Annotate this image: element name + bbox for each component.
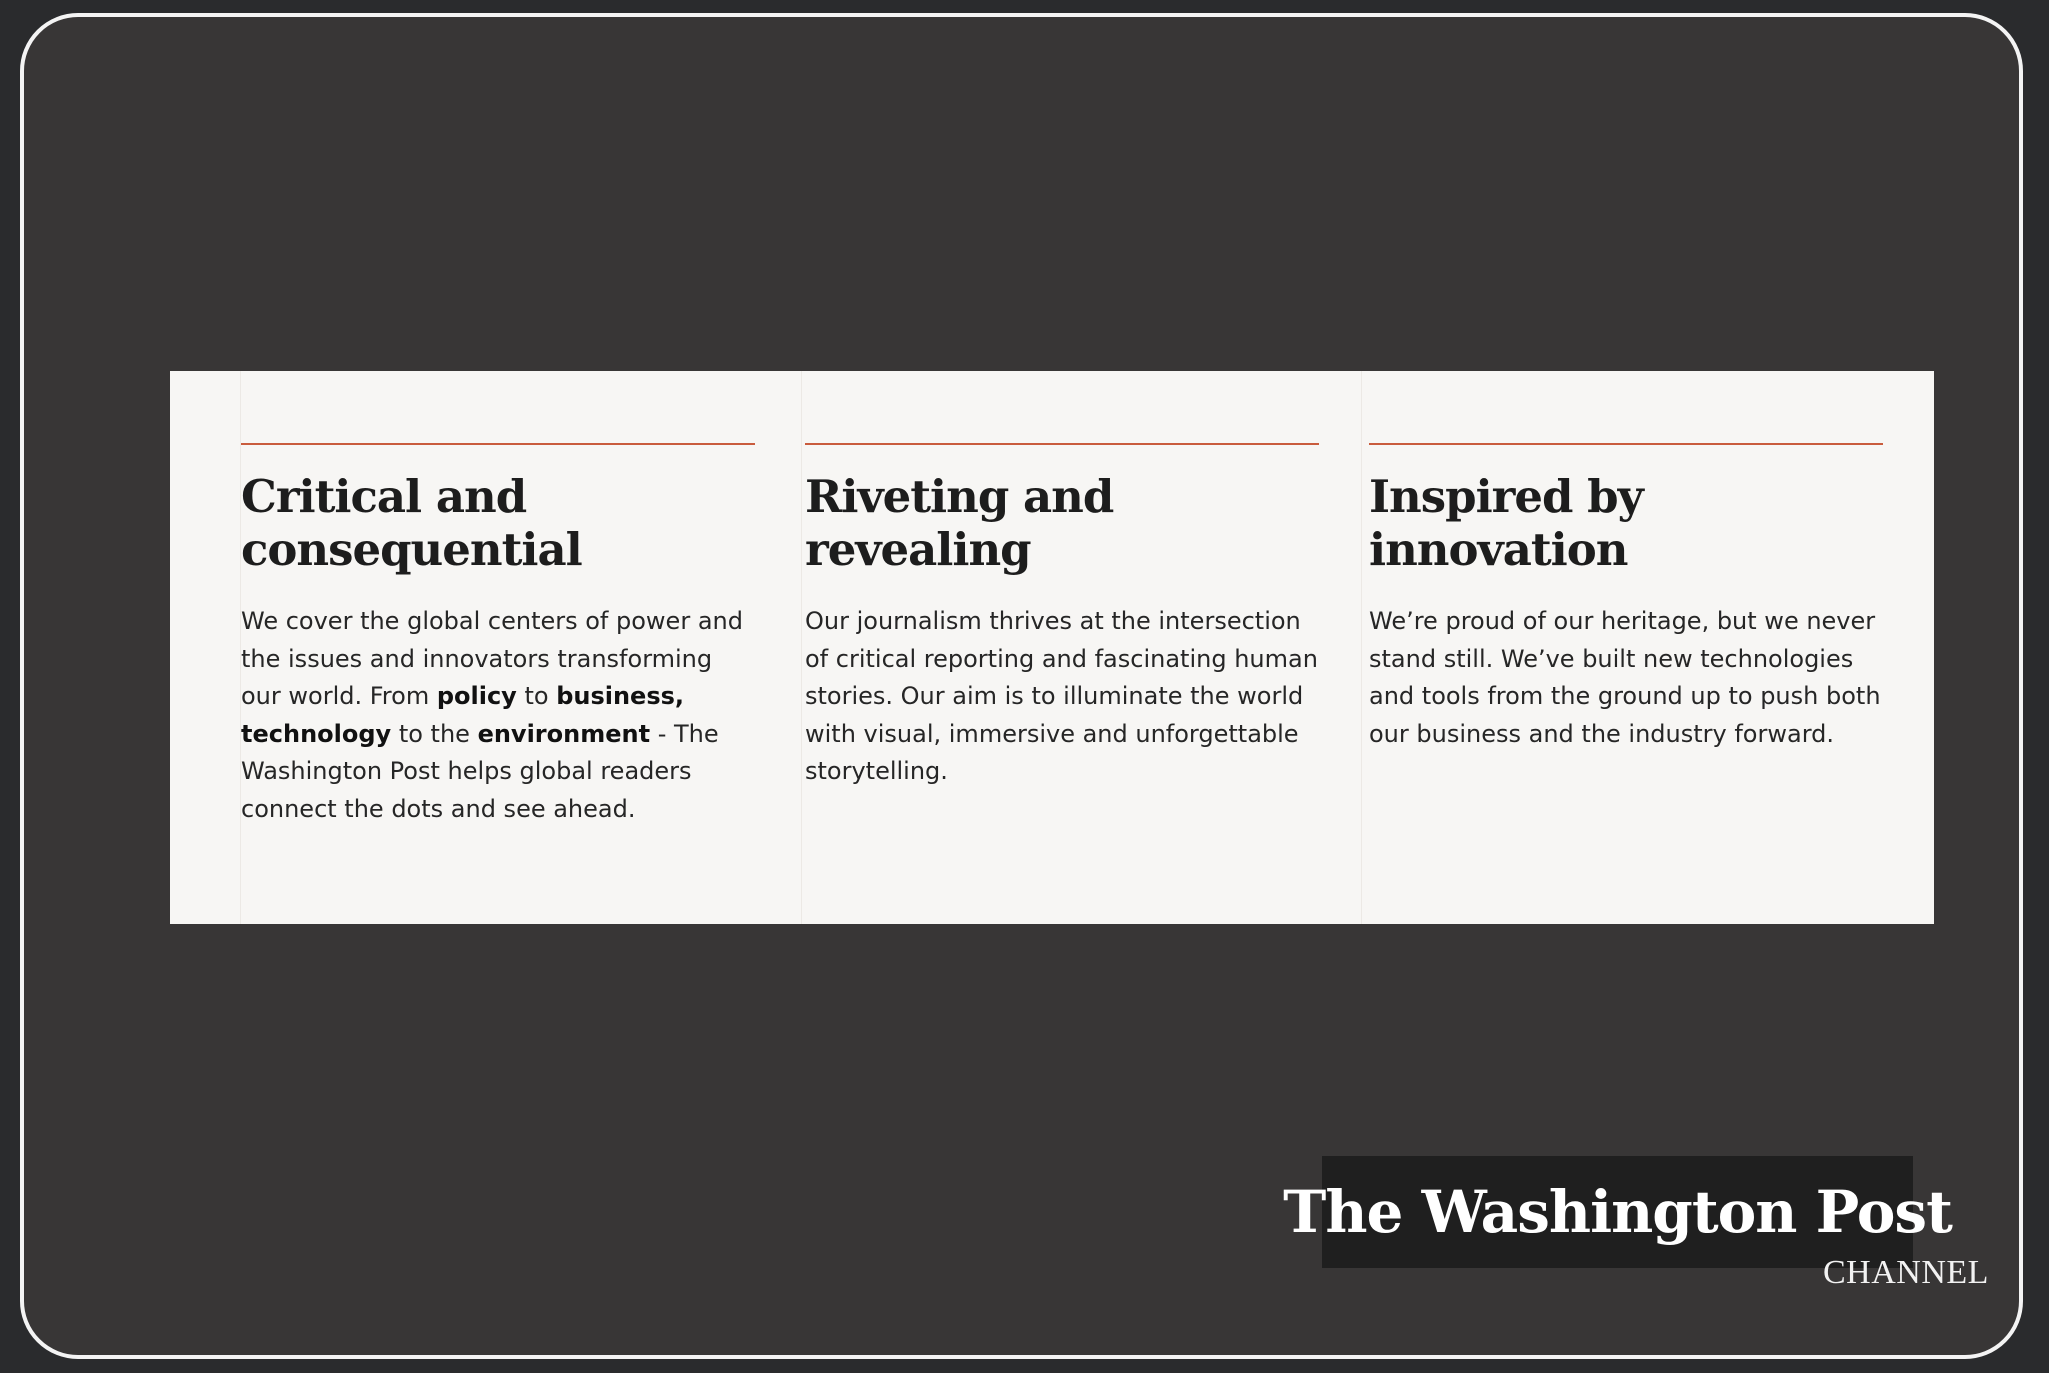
column-body [241, 603, 755, 828]
bold-keyword: business, technology [241, 682, 685, 748]
content-panel [170, 371, 1934, 924]
heading-line: Riveting and [805, 470, 1114, 523]
body-text: to [516, 682, 557, 710]
column-body: Our journalism thrives at the intersection of critical reporting and fascinating human stories. Our aim is to illuminate the world with visual, immersive and unforgettable storytelling. [805, 607, 1318, 785]
accent-rule [1369, 443, 1883, 445]
heading-line: Inspired by [1369, 470, 1643, 523]
logo-wordmark: The Washington Post [1283, 1178, 1952, 1246]
heading-line: Critical and [241, 470, 527, 523]
body-text: We cover the global centers of power and the issues and innovators transforming our world. From [241, 607, 743, 710]
heading-line: revealing [805, 523, 1031, 576]
column-inspired [1369, 371, 1883, 924]
accent-rule [805, 443, 1319, 445]
column-body: We’re proud of our heritage, but we never stand still. We’ve built new technologies and tools from the ground up to push both our business and the industry forward. [1369, 607, 1881, 748]
column-riveting [805, 371, 1319, 924]
column-divider [1361, 371, 1362, 924]
column-heading [805, 470, 1319, 576]
column-divider [801, 371, 802, 924]
bold-keyword: policy [436, 682, 517, 710]
column-heading [241, 470, 755, 576]
washington-post-logo [1283, 1156, 1952, 1268]
heading-line: consequential [241, 523, 582, 576]
column-heading [1369, 470, 1883, 576]
body-text: - The Washington Post helps global readers connect the dots and see ahead. [241, 719, 719, 823]
column-critical [241, 371, 755, 924]
slide-frame [20, 13, 2023, 1359]
channel-label: CHANNEL [1823, 1254, 1989, 1291]
body-text: to the [391, 719, 478, 748]
accent-rule [241, 443, 755, 445]
bold-keyword: environment [477, 719, 651, 748]
heading-line: innovation [1369, 523, 1628, 576]
